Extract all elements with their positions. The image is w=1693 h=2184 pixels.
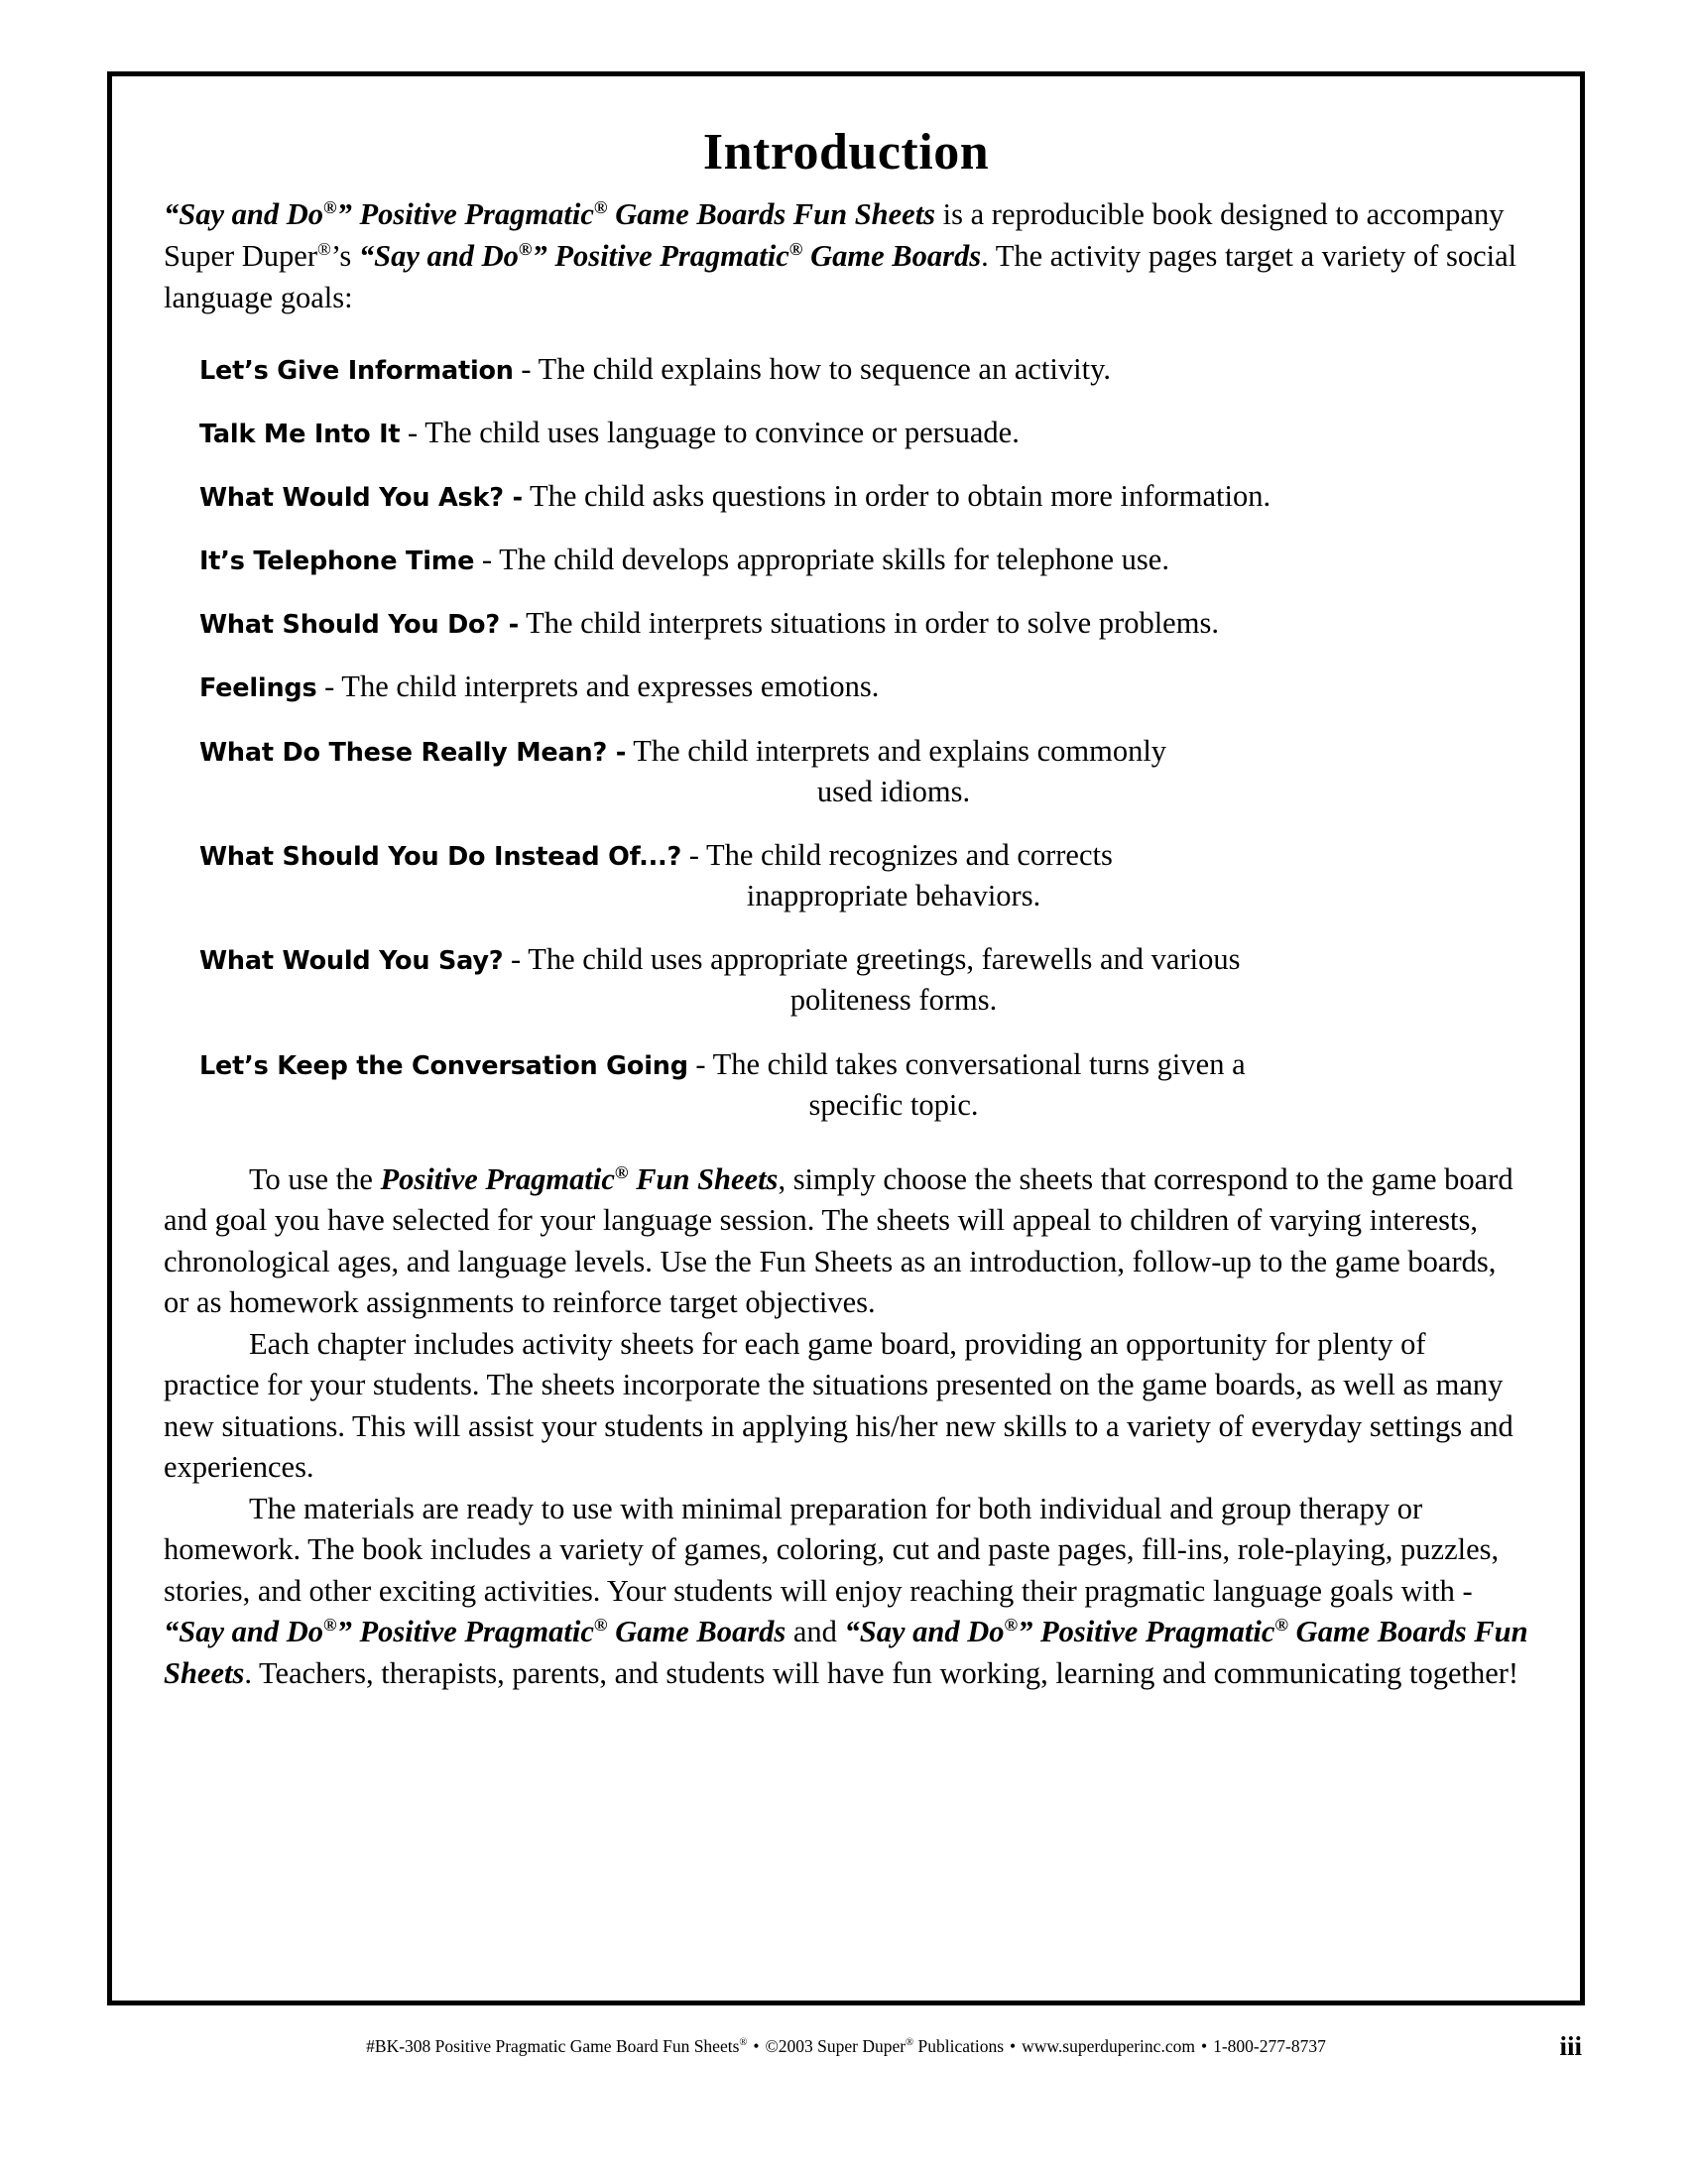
registered-mark-icon: ®: [593, 197, 608, 218]
goal-term: What Would You Say?: [199, 946, 504, 977]
goal-item: [164, 540, 1528, 580]
goal-term: Let’s Give Information: [199, 355, 514, 386]
goal-description: The child interprets situations in order to solve problems.: [519, 606, 1219, 641]
goal-term: What Do These Really Mean? -: [199, 737, 627, 768]
body-paragraphs: [164, 1159, 1528, 1694]
registered-mark-icon: ®: [614, 1161, 629, 1182]
goal-term: What Should You Do? -: [199, 610, 520, 641]
body-p1-b: , simply choose the sheets that correspond to the game board and goal you have selected for your language session. The sheets will appeal to children of varying interests, chronological ages, and language levels. Use the Fun Sheets as an introduction, follow-up to the game boards, or as homework assignments to reinforce target objectives.: [164, 1161, 1513, 1320]
goal-item: [164, 667, 1528, 707]
goal-item: [164, 835, 1528, 916]
footer-product: #BK-308 Positive Pragmatic Game Board Fun Sheets: [366, 2036, 740, 2056]
goal-item: [164, 731, 1528, 812]
goal-item: [164, 603, 1528, 644]
goal-item: [164, 413, 1528, 453]
body-p3-title-1b: ” Positive Pragmatic: [336, 1615, 594, 1649]
goal-description: - The child interprets and expresses emotions.: [316, 669, 880, 704]
registered-mark-icon: ®: [518, 238, 533, 259]
footer-bullet: •: [1200, 2036, 1208, 2056]
intro-book-title-1c: Game Boards Fun Sheets: [607, 197, 936, 232]
registered-mark-icon: ®: [1274, 1614, 1289, 1635]
body-paragraph-2: Each chapter includes activity sheets for each game board, providing an opportunity for plenty of practice for your students. The sheets incorporate the situations presented on the game boards, as well as many new situations. This will assist your students in applying his/her new skills to a variety of everyday settings and experiences.: [164, 1326, 1513, 1485]
intro-book-title-2: “Say and Do: [358, 238, 519, 273]
intro-book-title-2c: Game Boards: [802, 238, 982, 273]
goal-term: What Would You Ask? -: [199, 482, 523, 513]
goal-description-wrap: politeness forms.: [789, 983, 998, 1018]
page-number: iii: [1559, 2031, 1582, 2061]
goal-description: - The child uses language to convince or persuade.: [400, 415, 1020, 449]
registered-mark-icon: ®: [323, 197, 337, 218]
registered-mark-icon: ®: [739, 2037, 748, 2049]
goal-item: [164, 349, 1528, 390]
intro-book-title-1: “Say and Do: [164, 197, 323, 232]
registered-mark-icon: ®: [593, 1614, 608, 1635]
registered-mark-icon: ®: [788, 238, 803, 259]
registered-mark-icon: ®: [1004, 1614, 1019, 1635]
goal-description-wrap: used idioms.: [816, 774, 971, 808]
goal-item: [164, 939, 1528, 1021]
goal-item: [164, 476, 1528, 517]
goal-term: Let’s Keep the Conversation Going: [199, 1050, 688, 1081]
registered-mark-icon: ®: [906, 2037, 914, 2049]
intro-text-3: ’s: [330, 238, 359, 273]
body-paragraph-3: [164, 1489, 1528, 1694]
page-title: Introduction: [702, 124, 990, 181]
goal-description: - The child recognizes and corrects: [681, 837, 1113, 872]
body-p3-title-1: “Say and Do: [164, 1615, 323, 1649]
body-p3-b: and: [786, 1615, 845, 1649]
footer-copyright: ©2003 Super Duper: [765, 2036, 907, 2056]
goal-term: Feelings: [199, 673, 317, 704]
page-content-frame: [107, 71, 1585, 2005]
body-p1-title-b: Fun Sheets: [628, 1161, 779, 1196]
goal-term: Talk Me Into It: [199, 419, 401, 449]
body-p3-title-2: “Say and Do: [844, 1615, 1005, 1649]
body-p3-title-2b: ” Positive Pragmatic: [1018, 1615, 1275, 1649]
goal-description: The child interprets and explains commonly: [626, 733, 1167, 768]
body-p3-a: The materials are ready to use with minimal preparation for both individual and group therapy or homework. The book includes a variety of games, coloring, cut and paste pages, fill-ins, role-playing, puzzles, stories, and other exciting activities. Your students will enjoy reaching their pragmatic language goals with -: [164, 1491, 1500, 1608]
page-footer: [107, 2036, 1585, 2057]
body-paragraph-1: [164, 1159, 1528, 1324]
goal-description: The child asks questions in order to obtain more information.: [522, 478, 1271, 513]
goal-description: - The child develops appropriate skills for telephone use.: [474, 543, 1169, 577]
goal-description: - The child takes conversational turns given a: [687, 1046, 1246, 1081]
goal-description-wrap: specific topic.: [808, 1087, 979, 1122]
goal-term: It’s Telephone Time: [199, 546, 475, 577]
footer-website[interactable]: www.superduperinc.com: [1022, 2036, 1195, 2056]
body-p3-title-2c: Game Boards Fun Sheets: [164, 1615, 1528, 1690]
body-p3-title-1c: Game Boards: [607, 1615, 786, 1649]
footer-phone: 1-800-277-8737: [1213, 2036, 1326, 2056]
intro-paragraph: [164, 194, 1528, 318]
goal-item: [164, 1044, 1528, 1126]
registered-mark-icon: ®: [317, 238, 331, 259]
goal-description: - The child uses appropriate greetings, farewells and various: [503, 942, 1241, 977]
footer-bullet: •: [753, 2036, 760, 2056]
goal-description: - The child explains how to sequence an activity.: [513, 351, 1111, 386]
intro-book-title-2b: ” Positive Pragmatic: [532, 238, 789, 273]
intro-text-2: is a reproducible book designed to accompany Super Duper: [164, 197, 1505, 273]
goal-term: What Should You Do Instead Of...?: [199, 841, 682, 872]
intro-book-title-1b: ” Positive Pragmatic: [336, 197, 594, 232]
goal-description-wrap: inappropriate behaviors.: [746, 879, 1041, 913]
footer-bullet: •: [1010, 2036, 1017, 2056]
body-p1-a: To use the: [249, 1161, 381, 1196]
intro-text-5: . The activity pages target a variety of social language goals:: [164, 238, 1517, 314]
body-p1-title: Positive Pragmatic: [380, 1161, 615, 1196]
registered-mark-icon: ®: [323, 1614, 337, 1635]
body-p3-c: . Teachers, therapists, parents, and students will have fun working, learning and communicating together!: [244, 1655, 1519, 1690]
footer-copyright-b: Publications: [913, 2036, 1005, 2056]
